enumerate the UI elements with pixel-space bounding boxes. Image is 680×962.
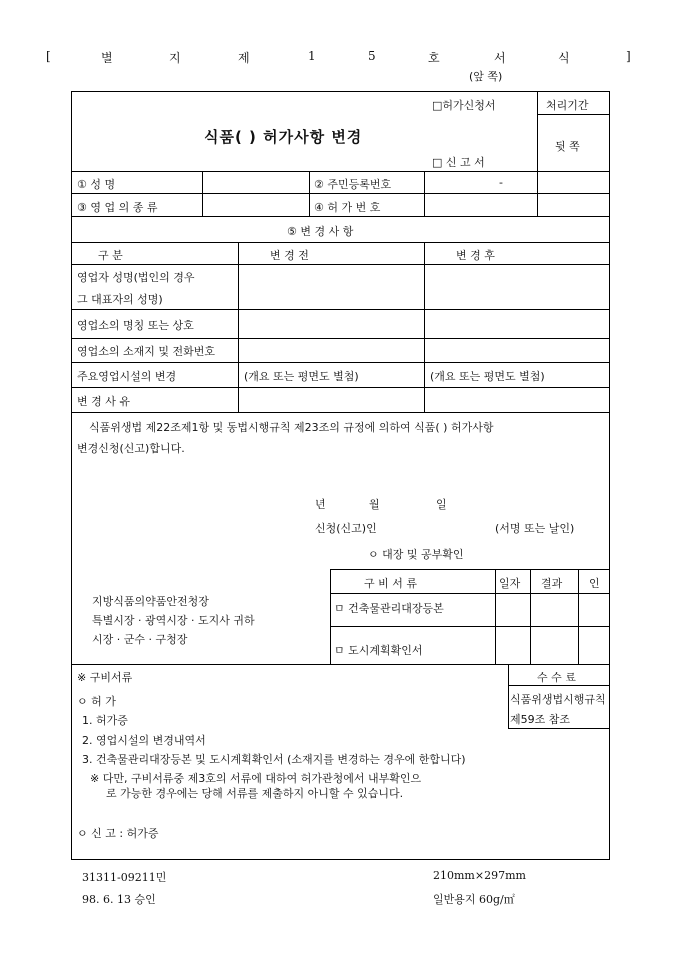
business-type-label: ③ 영 업 의 종 류 [77,201,158,214]
processing-period-value: 뒷 쪽 [555,140,580,153]
declaration-line1: 식품위생법 제22조제1항 및 동법시행규칙 제23조의 규정에 의하여 식품( ) 허가사항 [89,421,494,434]
resident-number-label: ② 주민등록번호 [314,178,392,191]
row-business-address: 영업소의 소재지 및 전화번호 [77,345,216,358]
processing-period-label: 처리기간 [546,99,589,112]
verification-docs-header: 구 비 서 류 [364,577,417,590]
verification-row-city-plan: ㅁ 도시계획확인서 [334,644,423,657]
header-char: 호 [428,51,440,65]
date-day: 일 [436,498,447,511]
recipient-line3: 시장 · 군수 · 구청장 [92,633,188,646]
verification-seal-header: 인 [589,577,600,590]
required-doc-item: 3. 건축물관리대장등본 및 도시계획확인서 (소재지를 변경하는 경우에 한합니다) [82,753,466,766]
report-docs-line: ㅇ 신 고 : 허가증 [77,827,159,840]
permit-docs-header: ㅇ 허 가 [77,695,116,708]
required-doc-item: 2. 영업시설의 변경내역서 [82,734,206,747]
page-side-label: (앞 쪽) [469,70,503,83]
signature-label: (서명 또는 날인) [495,522,575,535]
permit-number-label: ④ 허 가 번 호 [314,201,381,214]
row-business-name: 영업소의 명칭 또는 상호 [77,319,194,332]
row-owner-name-line2: 그 대표자의 성명) [77,293,163,306]
row-change-reason: 변 경 사 유 [77,395,130,408]
ledger-check-title: ㅇ 대장 및 공부확인 [368,548,464,561]
recipient-line2: 특별시장 · 광역시장 · 도지사 귀하 [92,614,255,627]
required-docs-note-line1: ※ 다만, 구비서류중 제3호의 서류에 대하여 허가관청에서 내부확인으 [90,772,422,785]
form-title: 식품( ) 허가사항 변경 [204,128,363,146]
checkbox-icon[interactable]: □ [432,156,443,169]
date-year: 년 [315,498,326,511]
paper-size: 210mm×297mm [433,869,526,882]
declaration-line2: 변경신청(신고)합니다. [77,442,185,455]
changes-section-title: ⑤ 변 경 사 항 [287,225,354,238]
column-after: 변 경 후 [456,249,495,262]
fee-reference-line2: 제59조 참조 [510,713,570,726]
verification-row-building-ledger: ㅁ 건축물관리대장등본 [334,602,444,615]
checkbox-icon[interactable]: □ [432,99,443,112]
header-char: 5 [368,49,376,63]
column-before: 변 경 전 [270,249,309,262]
resident-number-dash: - [499,176,503,189]
header-char: 제 [238,51,250,65]
required-doc-item: 1. 허가증 [82,714,128,727]
header-char: 서 [494,51,506,65]
form-number-header [30,49,650,65]
permit-change-form [71,91,610,860]
row-facility-change: 주요영업시설의 변경 [77,370,177,383]
required-docs-note-line2: 로 가능한 경우에는 당해 서류를 제출하지 아니할 수 있습니다. [106,787,404,800]
required-docs-title: ※ 구비서류 [77,671,133,684]
approval-date: 98. 6. 13 승인 [82,893,156,906]
recipient-line1: 지방식품의약품안전청장 [92,595,209,608]
date-month: 월 [369,498,380,511]
header-char: 식 [558,51,570,65]
verification-date-header: 일자 [499,577,521,590]
column-category: 구 분 [98,249,123,262]
row-facility-after-note: (개요 또는 평면도 별첨) [430,370,545,383]
header-char: 지 [169,51,181,65]
applicant-label: 신청(신고)인 [315,522,377,535]
fee-reference-line1: 식품위생법시행규칙 [510,693,606,706]
row-owner-name-line1: 영업자 성명(법인의 경우 [77,271,195,284]
paper-type: 일반용지 60g/㎡ [433,893,515,906]
fee-label: 수 수 료 [537,671,576,684]
row-facility-before-note: (개요 또는 평면도 별첨) [244,370,359,383]
header-char: 1 [308,49,316,63]
name-label: ① 성 명 [77,178,116,191]
report-option[interactable]: □ 신 고 서 [432,156,485,169]
verification-result-header: 결과 [541,577,563,590]
bracket-open: [ [46,49,51,63]
form-code: 31311-09211민 [82,871,167,884]
bracket-close: ] [626,49,631,63]
permit-application-option[interactable]: □허가신청서 [432,99,496,112]
header-char: 별 [101,51,113,65]
